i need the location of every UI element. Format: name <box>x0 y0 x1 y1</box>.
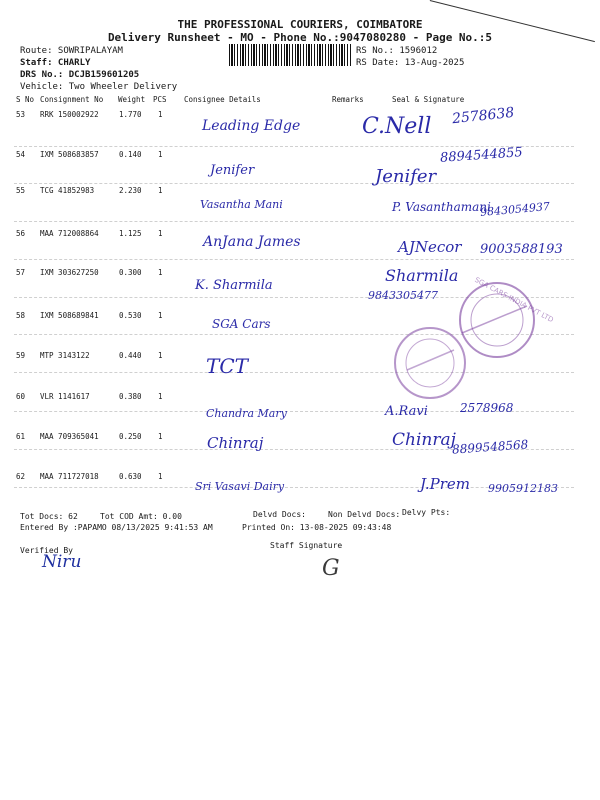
consignee-handwritten: Chinraj <box>207 434 264 452</box>
row-consignment: IXM 508689841 <box>40 311 99 320</box>
company-title: THE PROFESSIONAL COURIERS, COIMBATORE <box>177 18 423 31</box>
row-separator <box>14 259 574 260</box>
consignee-handwritten: Sri Vasavi Dairy <box>195 480 285 493</box>
row-sno: 61 <box>16 432 26 441</box>
receiver-phone: 2578968 <box>460 401 514 415</box>
row-pcs: 1 <box>158 150 163 159</box>
row-weight: 0.530 <box>119 311 142 320</box>
receiver-signature: A.Ravi <box>385 404 428 419</box>
row-pcs: 1 <box>158 186 163 195</box>
row-pcs: 1 <box>158 268 163 277</box>
row-weight: 0.630 <box>119 472 142 481</box>
receiver-signature: AJNecor <box>398 238 462 256</box>
printed-on: Printed On: 13-08-2025 09:43:48 <box>242 523 392 532</box>
staff-signature-mark: G <box>322 556 340 581</box>
receiver-signature: P. Vasanthamani <box>392 200 491 214</box>
row-weight: 0.380 <box>119 392 142 401</box>
receiver-signature: Sharmila <box>385 266 459 285</box>
staff-label: Staff: CHARLY <box>20 58 91 68</box>
receiver-signature: J.Prem <box>420 475 470 493</box>
col-remarks: Remarks <box>332 95 364 104</box>
row-weight: 0.300 <box>119 268 142 277</box>
consignee-handwritten: Chandra Mary <box>206 407 287 420</box>
row-separator <box>14 183 574 184</box>
row-pcs: 1 <box>158 472 163 481</box>
row-sno: 56 <box>16 229 26 238</box>
verified-by-label: Verified By <box>20 546 73 555</box>
row-consignment: MAA 709365041 <box>40 432 99 441</box>
row-weight: 1.125 <box>119 229 142 238</box>
receiver-phone: 2578638 <box>451 104 516 128</box>
row-pcs: 1 <box>158 110 163 119</box>
receiver-phone: 9905912183 <box>488 482 558 495</box>
col-seal-signature: Seal & Signature <box>392 95 465 104</box>
consignee-handwritten: Vasantha Mani <box>200 198 283 211</box>
receiver-phone: 9843054937 <box>479 199 551 220</box>
row-pcs: 1 <box>158 351 163 360</box>
consignee-handwritten: TCT <box>206 354 248 378</box>
row-sno: 60 <box>16 392 26 401</box>
col-consignment: Consignment No <box>40 95 104 104</box>
row-consignment: RRK 150002922 <box>40 110 99 119</box>
receiver-signature: Chinraj <box>392 430 456 450</box>
delivered-docs: Delvd Docs: <box>253 510 306 519</box>
runsheet-subtitle: Delivery Runsheet - MO - Phone No.:9047080280 - Page No.:5 <box>107 31 493 44</box>
consignee-handwritten: AnJana James <box>203 234 301 250</box>
col-weight: Weight <box>118 95 146 104</box>
non-delivered-docs: Non Delvd Docs: <box>328 510 401 519</box>
row-consignment: MTP 3143122 <box>40 351 90 360</box>
row-sno: 58 <box>16 311 26 320</box>
row-sno: 54 <box>16 150 26 159</box>
route-label: Route: SOWRIPALAYAM <box>20 46 123 56</box>
total-cod-amount: Tot COD Amt: 0.00 <box>100 512 182 521</box>
row-weight: 2.230 <box>119 186 142 195</box>
vehicle-label: Vehicle: Two Wheeler Delivery <box>20 82 178 92</box>
consignee-handwritten: Leading Edge <box>202 118 301 134</box>
stamp-text: SGA CARS INDIA PVT LTD <box>473 275 555 325</box>
receiver-phone: 9843305477 <box>368 289 438 302</box>
row-sno: 57 <box>16 268 26 277</box>
company-stamp <box>392 275 555 418</box>
row-consignment: IXM 508683857 <box>40 150 99 159</box>
receiver-phone: 8894544855 <box>439 145 524 166</box>
receiver-phone: 8899548568 <box>451 437 529 457</box>
row-separator <box>14 221 574 222</box>
row-pcs: 1 <box>158 432 163 441</box>
row-pcs: 1 <box>158 311 163 320</box>
consignee-handwritten: SGA Cars <box>212 317 271 331</box>
receiver-signature: Jenifer <box>375 166 437 187</box>
row-sno: 59 <box>16 351 26 360</box>
col-pcs: PCS <box>153 95 167 104</box>
col-sno: S No <box>16 95 35 104</box>
consignee-handwritten: K. Sharmila <box>195 278 273 293</box>
delivery-points: Delvy Pts: <box>402 508 451 517</box>
entered-by: Entered By :PAPAMO 08/13/2025 9:41:53 AM <box>20 523 213 532</box>
row-weight: 0.140 <box>119 150 142 159</box>
row-consignment: TCG 41852983 <box>40 186 95 195</box>
row-consignment: VLR 1141617 <box>40 392 90 401</box>
staff-signature-label: Staff Signature <box>270 541 343 550</box>
receiver-signature: C.Nell <box>362 114 432 139</box>
row-weight: 0.440 <box>119 351 142 360</box>
row-consignment: MAA 712008864 <box>40 229 99 238</box>
rs-number: RS No.: 1596012 <box>356 46 438 56</box>
row-weight: 0.250 <box>119 432 142 441</box>
row-consignment: MAA 711727018 <box>40 472 99 481</box>
total-docs: Tot Docs: 62 <box>20 512 78 521</box>
row-sno: 62 <box>16 472 26 481</box>
row-sno: 55 <box>16 186 26 195</box>
row-consignment: IXM 303627250 <box>40 268 99 277</box>
barcode <box>229 44 351 66</box>
row-pcs: 1 <box>158 392 163 401</box>
consignee-handwritten: Jenifer <box>210 163 255 178</box>
row-weight: 1.770 <box>119 110 142 119</box>
rs-date: RS Date: 13-Aug-2025 <box>356 58 465 68</box>
row-pcs: 1 <box>158 229 163 238</box>
verifier-signature: Niru <box>42 552 82 572</box>
receiver-phone: 9003588193 <box>480 242 563 257</box>
drs-number: DRS No.: DCJB159601205 <box>20 70 140 80</box>
col-consignee: Consignee Details <box>184 95 261 104</box>
row-sno: 53 <box>16 110 26 119</box>
